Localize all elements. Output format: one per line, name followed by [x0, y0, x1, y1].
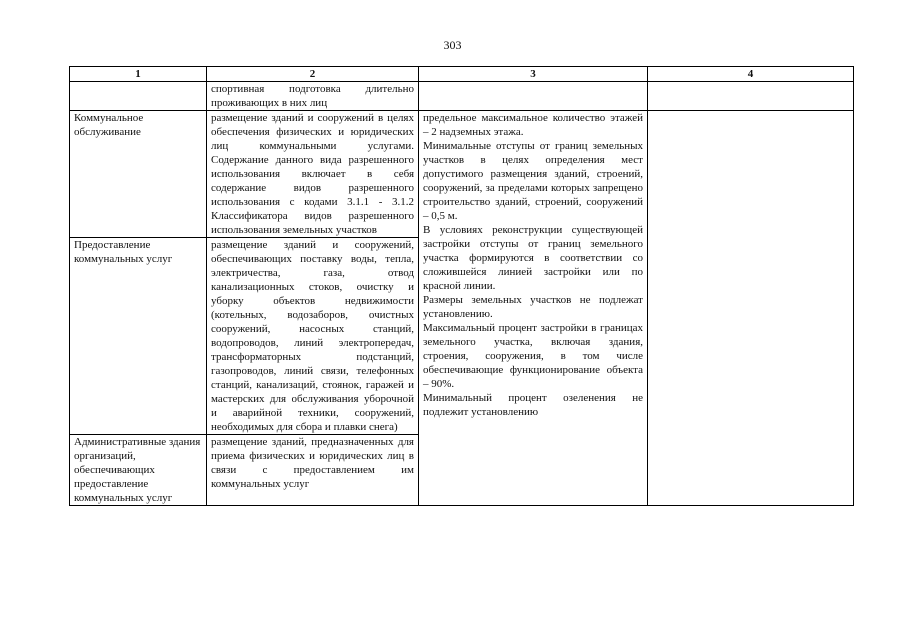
cell-notes-merged: [648, 111, 854, 506]
header-col-3: 3: [419, 67, 648, 82]
cell-description: размещение зданий и сооружений, обеспечивающих поставку воды, тепла, электричества, газа, отвод канализационных стоков, очистку и уборку объектов недвижимости (котельных, водозаборов, очистных сооружений, насосных станций, водопроводов, линий электропередач, трансформаторных подстанций, газопроводов, линий связи, телефонных станций, канализаций, стоянок, гаражей и мастерских для обслуживания уборочной и аварийной техники, сооружений, необходимых для сбора и плавки снега): [207, 238, 419, 435]
cell-notes: [648, 82, 854, 111]
cell-use-type: Административные здания организаций, обеспечивающих предоставление коммунальных услуг: [70, 435, 207, 506]
param-max-coverage: Максимальный процент застройки в границах земельного участка, включая здания, строения, сооружения, в том числе обеспечивающие функционирование объекта – 90%.: [423, 322, 643, 390]
param-plot-size: Размеры земельных участков не подлежат установлению.: [423, 294, 643, 320]
param-reconstruction: В условиях реконструкции существующей застройки отступы от границ земельного участка формируются в соответствии со сложившейся линией застройки или по красной линии.: [423, 224, 643, 292]
cell-params: [419, 82, 648, 111]
cell-description: размещение зданий и сооружений в целях обеспечения физических и юридических лиц коммунальными услугами. Содержание данного вида разрешенного использования включает в себя содержание видов разрешенного использования с кодами 3.1.1 - 3.1.2 Классификатора видов разрешенного использования земельных участков: [207, 111, 419, 238]
header-row: [70, 67, 854, 82]
cell-use-type: Коммунальное обслуживание: [70, 111, 207, 238]
header-col-1: 1: [70, 67, 207, 82]
table-row: [70, 82, 854, 111]
param-setbacks: Минимальные отступы от границ земельных участков в целях определения мест допустимого размещения зданий, строений, сооружений, за пределами которых запрещено строительство зданий, строений, сооружений – 0,5 м.: [423, 140, 643, 222]
header-col-2: 2: [207, 67, 419, 82]
param-min-greening: Минимальный процент озеленения не подлежит установлению: [423, 392, 643, 418]
cell-use-type: Предоставление коммунальных услуг: [70, 238, 207, 435]
table-row: [70, 111, 854, 238]
regulation-table: [69, 66, 854, 506]
cell-description: размещение зданий, предназначенных для приема физических и юридических лиц в связи с предоставлением им коммунальных услуг: [207, 435, 419, 506]
header-col-4: 4: [648, 67, 854, 82]
param-floors: предельное максимальное количество этажей – 2 надземных этажа.: [423, 112, 643, 138]
cell-description: спортивная подготовка длительно проживающих в них лиц: [207, 82, 419, 111]
page-number: 303: [443, 38, 462, 52]
cell-use-type: [70, 82, 207, 111]
cell-params-merged: [419, 111, 648, 506]
